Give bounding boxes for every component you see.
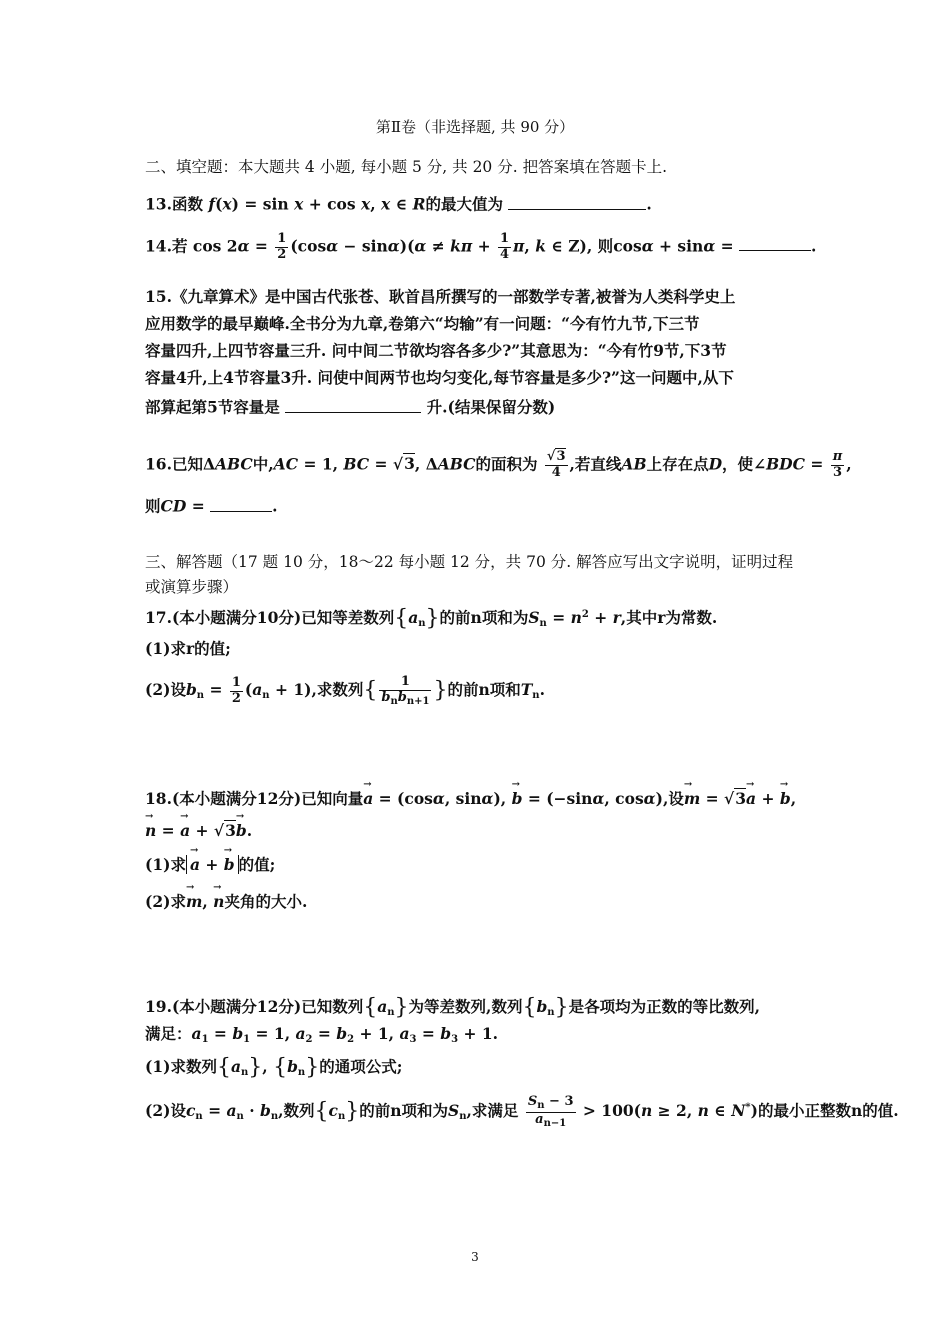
question-13: 13.函数 f(x) = sin x + cos x, x ∈ R的最大值为 .	[145, 194, 652, 214]
question-17-stem: 17.(本小题满分10分)已知等差数列$\{a_n\}$的前n项和为$S_n = n^2 + r$,其中r为常数.	[145, 606, 718, 631]
question-19-part-1: (1)求数列$\{a_n\}$, $\{b_n\}$的通项公式;	[145, 1055, 403, 1080]
question-15-line-3: 容量四升,上四节容量三升. 问中间二节欲均容各多少?”其意思为：“今有竹9节,下3节	[145, 341, 727, 360]
question-15-line-2: 应用数学的最早巅峰.全书分为九章,卷第六“均输”有一问题：“今有竹九节,下三节	[145, 314, 700, 333]
question-16-line-1: 16.已知ΔABC中,AC = 1, BC = √3, ΔABC的面积为 $\frac{√3}{4}$ ,若直线AB上存在点D，使∠BDC = $\frac{\pi}{3}$ ,	[145, 449, 852, 480]
answer-blank-15[interactable]	[285, 396, 421, 413]
question-17-part-2: (2)设$b_n$ = $\frac{1}{2}$ $(a_n + 1)$,求数列{ $\frac{1}{b_nb_{n+1}}$ }的前n项和$T_n$.	[145, 674, 545, 707]
question-19-part-2: (2)设$c_n = a_n \cdot b_n$,数列$\{c_n\}$的前n项和为$S_n$,求满足 $\frac{S_n - 3}{a_{n-1}}$ > 100(n ≥ 2, n ∈ N*)的最小正整数n的值.	[145, 1094, 899, 1129]
answer-blank-13[interactable]	[508, 193, 646, 210]
section-title: 第Ⅱ卷（非选择题, 共 90 分）	[375, 118, 575, 136]
question-18-stem: 18.(本小题满分12分)已知向量→ a = (cosα, sinα), → b = (−sinα, cosα),设→ m = √3→ a + → b,	[145, 790, 796, 809]
question-16-line-2: 则CD = .	[145, 496, 278, 516]
answer-blank-16[interactable]	[210, 495, 272, 512]
question-17-part-1: (1)求r的值;	[145, 639, 231, 658]
answer-blank-14[interactable]	[739, 235, 811, 252]
question-15-line-5: 部算起第5节容量是 升.(结果保留分数)	[145, 397, 556, 417]
question-14: 14.若 cos 2α = $\frac{1}{2}$ (cosα − sinα)(α ≠ kπ + $\frac{1}{4}$ π, k ∈ Z), 则cosα + sinα = .	[145, 231, 817, 262]
question-15-line-1: 15.《九章算术》是中国古代张苍、耿首昌所撰写的一部数学专著,被誉为人类科学史上	[145, 287, 736, 306]
question-18-part-1: (1)求→ a + → b 的值;	[145, 856, 275, 875]
answer-heading-line-1: 三、解答题（17 题 10 分，18～22 每小题 12 分，共 70 分. 解答应写出文字说明，证明过程	[145, 553, 794, 571]
fill-blank-heading: 二、填空题：本大题共 4 小题, 每小题 5 分, 共 20 分. 把答案填在答题卡上.	[145, 158, 667, 176]
question-18-stem-2: → n = → a + √3→ b.	[145, 822, 252, 841]
question-18-part-2: (2)求→ m, → n夹角的大小.	[145, 893, 307, 912]
question-15-line-4: 容量4升,上4节容量3升. 问使中间两节也均匀变化,每节容量是多少?”这一问题中,从下	[145, 368, 734, 387]
question-19-condition: 满足：$a_1 = b_1 = 1$, $a_2 = b_2 + 1$, $a_3 = b_3 + 1$.	[145, 1024, 499, 1045]
question-19-stem: 19.(本小题满分12分)已知数列$\{a_n\}$为等差数列,数列$\{b_n\}$是各项均为正数的等比数列,	[145, 995, 760, 1020]
answer-heading-line-2: 或演算步骤）	[145, 578, 239, 596]
page-number: 3	[471, 1250, 479, 1264]
